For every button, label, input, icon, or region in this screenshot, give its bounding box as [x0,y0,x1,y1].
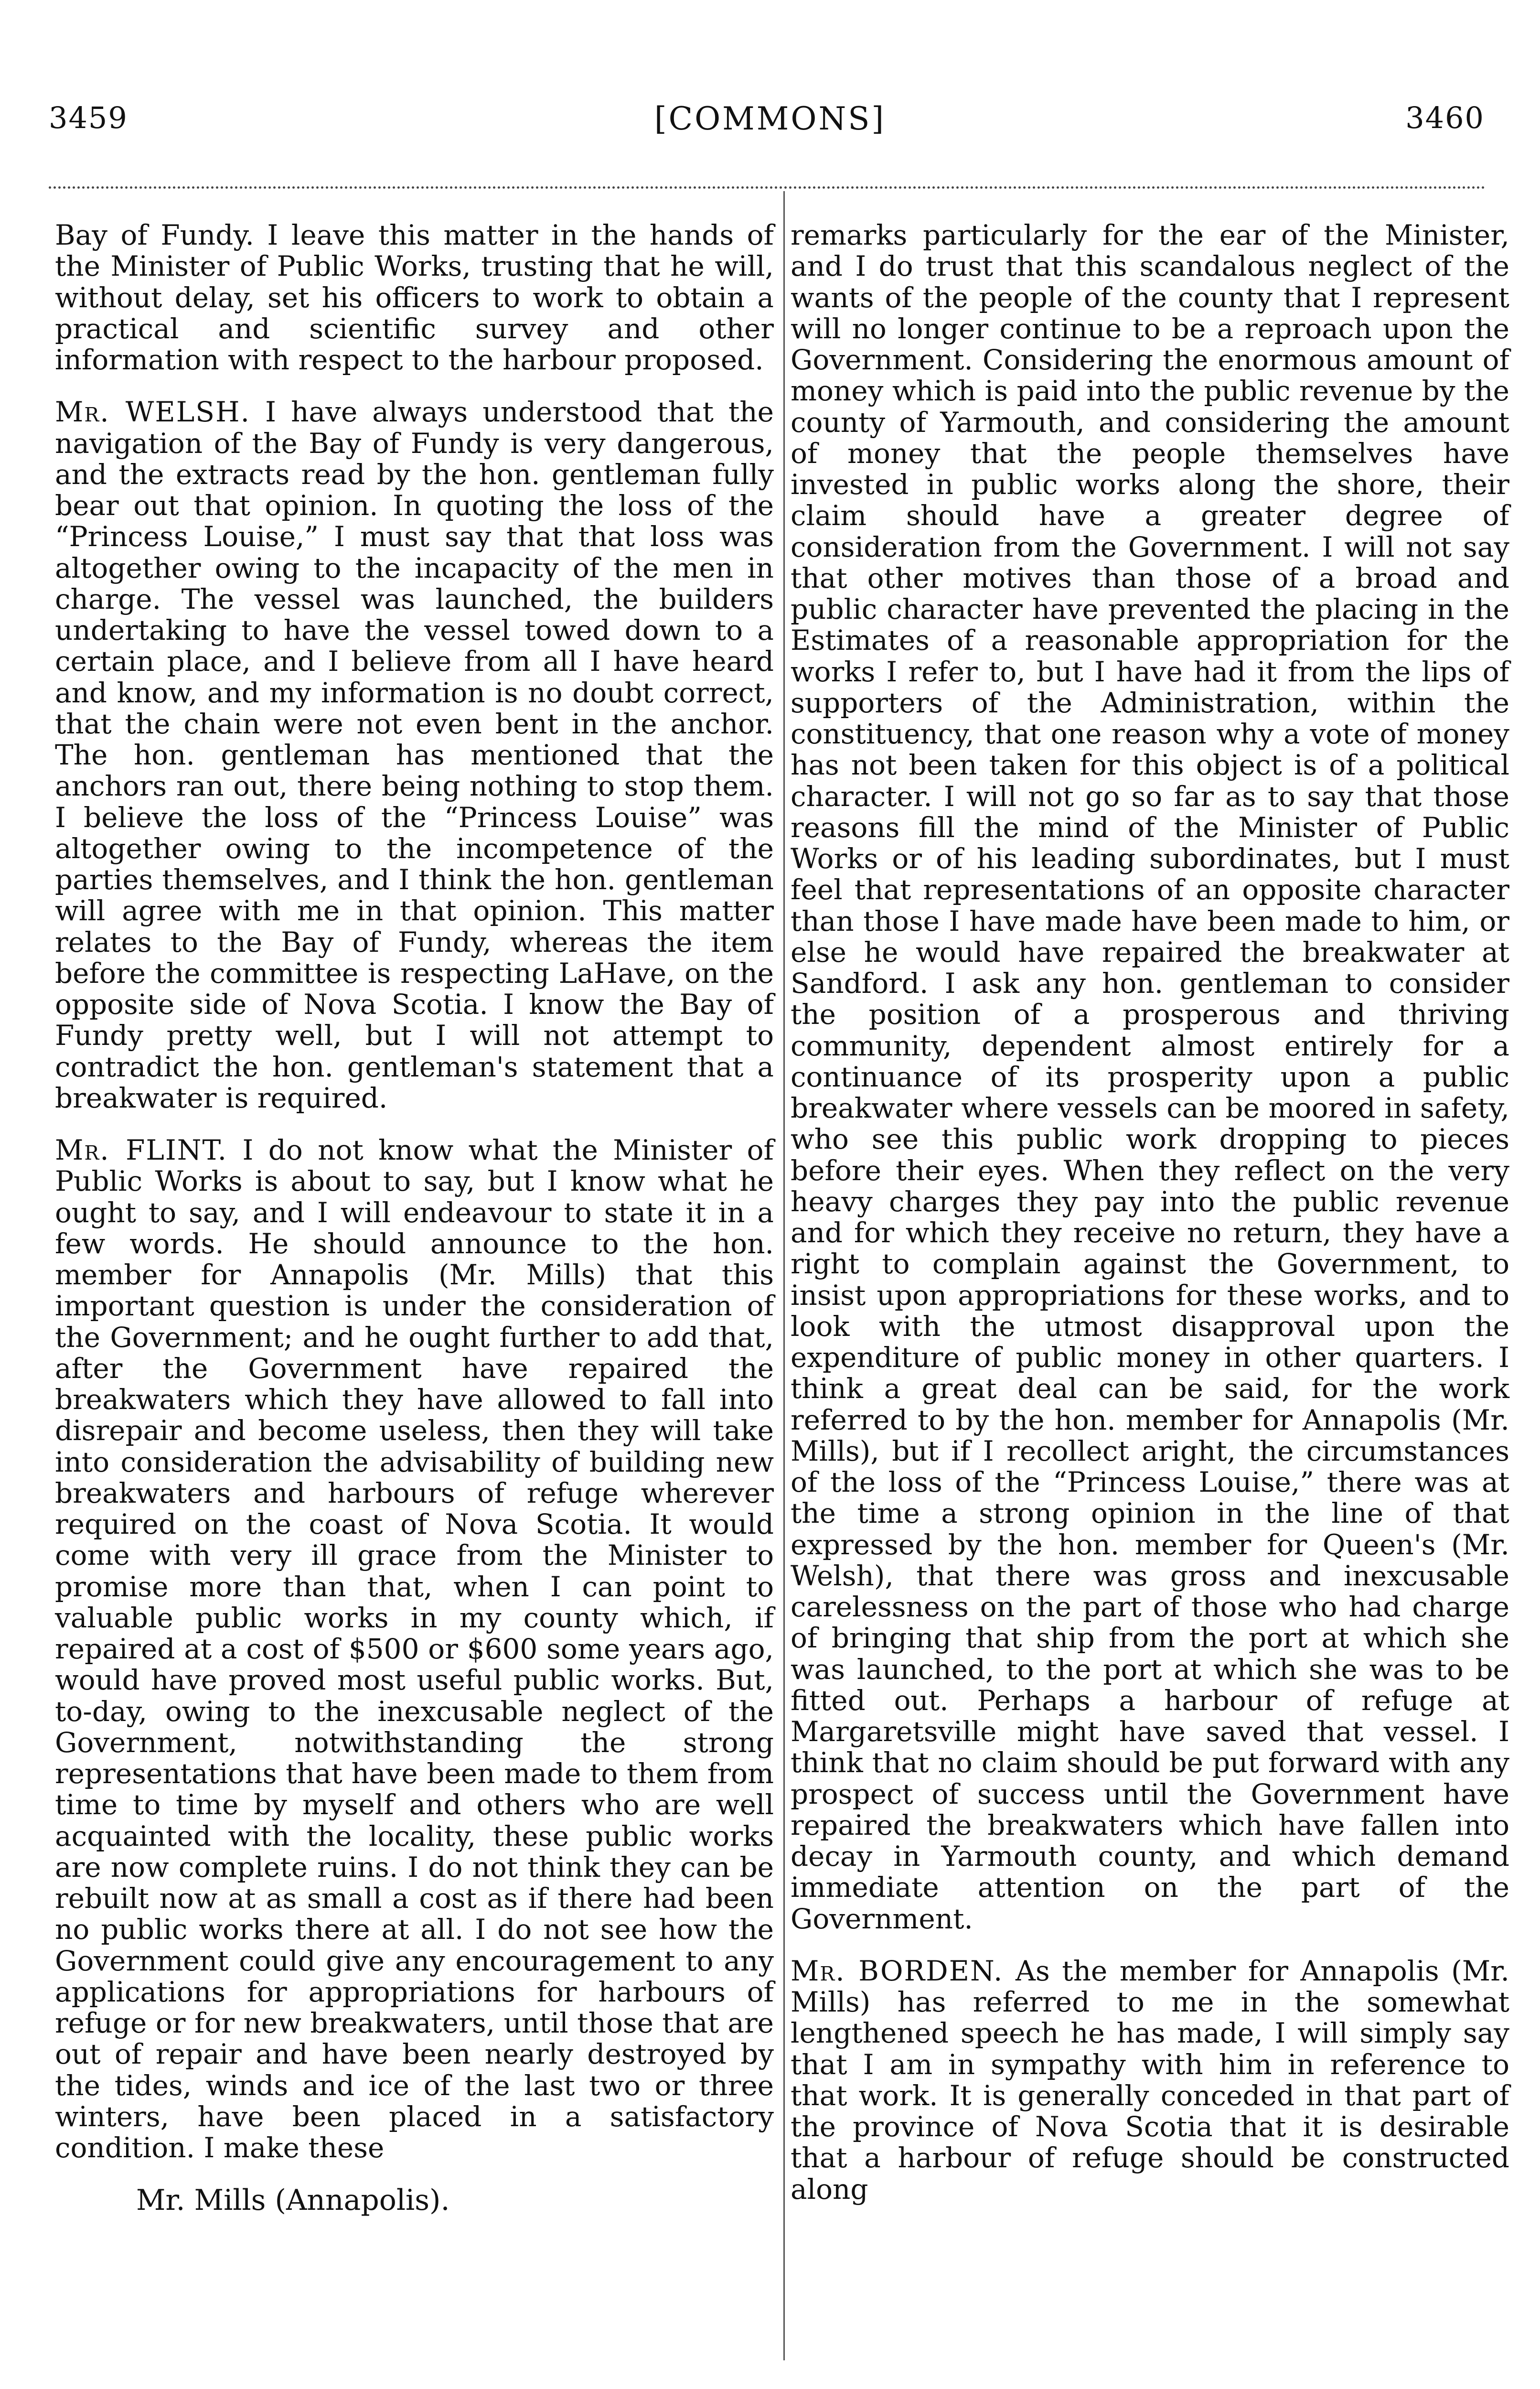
margin-signature: Mr. Mills (Annapolis). [136,2184,450,2217]
page-header [0,100,1540,153]
paragraph-welsh [55,397,774,1114]
page-number-left: 3459 [49,100,128,135]
column-divider [783,191,785,2360]
speech-text: As the member for Annapolis (Mr. Mills) has referred to me in the somewhat lengthened speech he has made, I will simply say that I am in sympathy with him in reference to that work. It is generally conceded in that part of the province of Nova Scotia that it is desirable that a harbour of refuge should be constructed along [791,1954,1509,2206]
paragraph-bay-of-fundy: Bay of Fundy. I leave this matter in the hands of the Minister of Public Works, trusting that he will, without delay, set his officers to work to obtain a practical and scientific survey and other information with respect to the harbour proposed. [55,219,774,376]
speech-text: I have always understood that the navigation of the Bay of Fundy is very dangerous, and the extracts read by the hon. gentleman fully bear out that opinion. In quoting the loss of the “Princess Louise,” I must say that that loss was altogether owing to the incapacity of the men in charge. The vessel was launched, the builders undertaking to have the vessel towed down to a certain place, and I believe from all I have heard and know, and my information is no doubt correct, that the chain were not even bent in the anchor. The hon. gentleman has mentioned that the anchors ran out, there being nothing to stop them. I believe the loss of the “Princess Louise” was altogether owing to the incompetence of the parties themselves, and I think the hon. gentleman will agree with me in that opinion. This matter relates to the Bay of Fundy, whereas the item before the committee is respecting LaHave, on the opposite side of Nova Scotia. I know the Bay of Fundy pretty well, but I will not attempt to contradict the hon. gentleman's statement that a breakwater is required. [55,396,774,1114]
left-column [55,220,774,2238]
right-column [791,220,1509,2226]
paragraph-continued-remarks: remarks particularly for the ear of the Minister, and I do trust that this scandalous neglect of the wants of the people of the county that I represent will no longer continue to be a reproach upon the Government. Considering the enormous amount of money which is paid into the public revenue by the county of Yarmouth, and considering the amount of money that the people themselves have invested in public works along the shore, their claim should have a greater degree of consideration from the Government. I will not say that other motives than those of a broad and public character have prevented the placing in the Estimates of a reasonable appropriation for the works I refer to, but I have had it from the lips of supporters of the Administration, within the constituency, that one reason why a vote of money has not been taken for this object is of a political character. I will not go so far as to say that those reasons fill the mind of the Minister of Public Works or of his leading subordinates, but I must feel that representations of an opposite character than those I have made have been made to him, or else he would have repaired the breakwater at Sandford. I ask any hon. gentleman to consider the position of a prosperous and thriving community, dependent almost entirely for a continuance of its prosperity upon a public breakwater where vessels can be moored in safety, who see this public work dropping to pieces before their eyes. When they reflect on the very heavy charges they pay into the public revenue and for which they receive no return, they have a right to complain against the Government, to insist upon appropriations for these works, and to look with the utmost disapproval upon the expenditure of public money in other quarters. I think a great deal can be said, for the work referred to by the hon. member for Annapolis (Mr. Mills), but if I recollect aright, the circumstances of the loss of the “Princess Louise,” there was at the time a strong opinion in the line of that expressed by the hon. member for Queen's (Mr. Welsh), that there was gross and inexcusable carelessness on the part of those who had charge of bringing that ship from the port at which she was launched, to the port at which she was to be fitted out. Perhaps a harbour of refuge at Margaretsville might have saved that vessel. I think that no claim should be put forward with any prospect of success until the Government have repaired the breakwaters which have fallen into decay in Yarmouth county, and which demand immediate attention on the part of the Government. [791,219,1509,1935]
speaker-name: Mr. FLINT. [55,1134,228,1166]
paragraph-flint [55,1135,774,2163]
speaker-name: Mr. WELSH. [55,396,251,429]
header-rule [49,186,1486,189]
paragraph-borden [791,1956,1509,2205]
speaker-name: Mr. BORDEN. [791,1954,1004,1987]
speech-text: I do not know what the Minister of Public Works is about to say, but I know what he ought to say, and I will endeavour to state it in a few words. He should announce to the hon. member for Annapolis (Mr. Mills) that this important question is under the consideration of the Government; and he ought further to add that, after the Government have repaired the breakwaters which they have allowed to fall into disrepair and become useless, then they will take into consideration the advisability of building new breakwaters and harbours of refuge wherever required on the coast of Nova Scotia. It would come with very ill grace from the Minister to promise more than that, when I can point to valuable public works in my county which, if repaired at a cost of $500 or $600 some years ago, would have proved most useful public works. But, to-day, owing to the inexcusable neglect of the Government, notwithstanding the strong representations that have been made to them from time to time by myself and others who are well acquainted with the locality, these public works are now complete ruins. I do not think they can be rebuilt now at as small a cost as if there had been no public works there at all. I do not see how the Government could give any encouragement to any applications for appropriations for harbours of refuge or for new breakwaters, until those that are out of repair and have been nearly destroyed by the tides, winds and ice of the last two or three winters, have been placed in a satisfactory condition. I make these [55,1134,774,2164]
running-title: [COMMONS] [654,100,886,137]
page-number-right: 3460 [1405,100,1485,135]
